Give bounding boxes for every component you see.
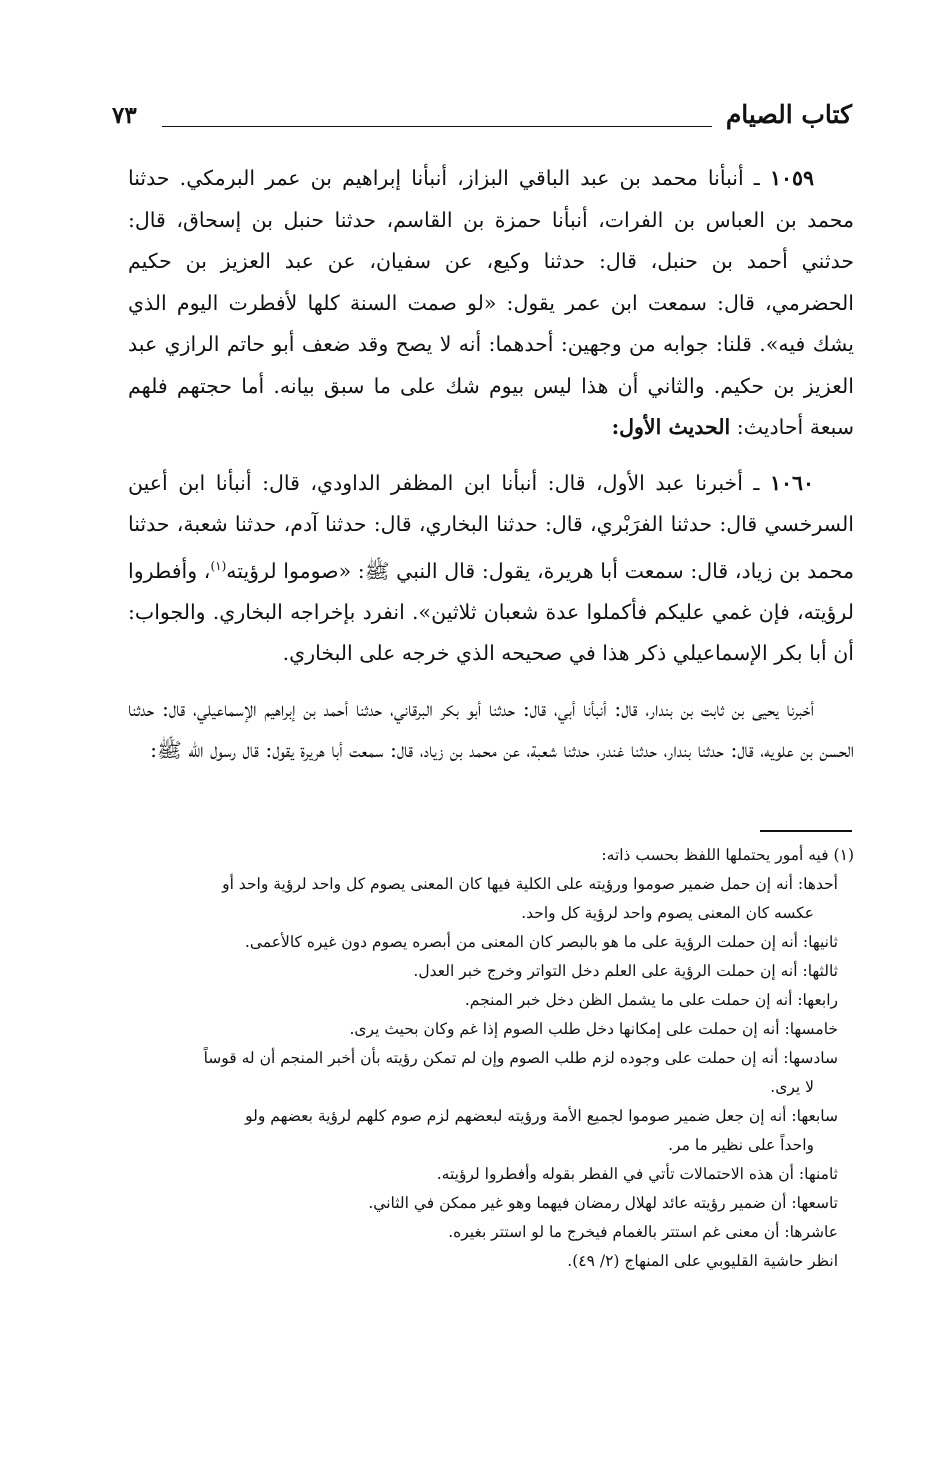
footnote-item-label: رابعها:: [797, 991, 838, 1009]
footnote-item-text: أنه إن حملت على ما يشمل الظن دخل خبر المنجم.: [464, 991, 793, 1009]
page-header: [112, 100, 852, 140]
footnote-item-text: أنه إن حملت الرؤية على ما هو بالبصر كان المعنى من أبصره يصوم دون غيره كالأعمى.: [244, 933, 798, 951]
hadith-number: ١٠٥٩: [769, 166, 814, 190]
footnote-item: [128, 872, 854, 897]
footnote-item-label: سادسها:: [783, 1049, 838, 1067]
footnote-intro: (١) فيه أمور يحتملها اللفظ بحسب ذاته:: [601, 846, 854, 864]
footnote-item-label: خامسها:: [784, 1020, 838, 1038]
footnote-item-continuation: واحداً على نظير ما مر.: [668, 1136, 814, 1154]
header-rule: [162, 126, 712, 127]
footnote-item-text: أنه إن حمل ضمير صوموا ورؤيته على الكلية فيها كان المعنى يصوم كل واحد لرؤية واحد أو: [222, 875, 793, 893]
hadith-1060: [128, 463, 854, 675]
footnote-item-label: تاسعها:: [791, 1194, 838, 1212]
footnote-item-label: ثالثها:: [802, 962, 838, 980]
footnotes: [128, 843, 854, 1278]
hadith-text: ـ أخبرنا عبد الأول، قال: أنبأنا ابن المظفر الداودي، قال: أنبأنا ابن أعين السرخسي قال: حدثنا الفرَبْري، قال: حدثنا البخاري، قال: حدثنا آدم، حدثنا شعبة، حدثنا محمد بن زياد، قال: سمعت أبا هريرة، يقول: قال النبي ﷺ: «صوموا لرؤيته: [128, 470, 854, 583]
footnote-item: [128, 1162, 854, 1187]
chapter-title: كتاب الصيام: [725, 100, 852, 129]
footnote-item-text: أنه إن جعل ضمير صوموا لجميع الأمة ورؤيته لبعضهم لزم صوم كلهم لرؤية بعضهم ولو: [245, 1107, 787, 1125]
footnote-item-label: ثامنها:: [798, 1165, 838, 1183]
section-heading: الحديث الأول:: [611, 415, 731, 439]
footnote-item: [128, 988, 854, 1013]
footnote-item-text: أنه إن حملت الرؤية على العلم دخل التواتر وخرج خبر العدل.: [413, 962, 798, 980]
footnote-item-text: أن هذه الاحتمالات تأتي في الفطر بقوله وأفطروا لرؤيته.: [436, 1165, 794, 1183]
footnote-item-text: أن ضمير رؤيته عائد لهلال رمضان فيهما وهو غير ممكن في الثاني.: [368, 1194, 787, 1212]
footnote-item: [128, 930, 854, 955]
footnote-item: [128, 959, 854, 984]
footnote-item-continuation: عكسه كان المعنى يصوم واحد لرؤية كل واحد.: [521, 904, 814, 922]
footnote-item-continuation: لا يرى.: [770, 1078, 814, 1096]
footnote-item-label: أحدها:: [797, 875, 838, 893]
footnote-source: انظر حاشية القليوبي على المنهاج (٢/ ٤٩).: [567, 1252, 838, 1270]
page-number: ٧٣: [112, 102, 137, 129]
footnote-item: [128, 1017, 854, 1042]
footnote-reference[interactable]: (١): [210, 558, 227, 573]
footnote-item-text: أنه إن حملت على إمكانها دخل طلب الصوم إذا غم وكان بحيث يرى.: [349, 1020, 780, 1038]
main-text: [128, 158, 854, 772]
paragraph-text: أخبرنا يحيى بن ثابت بن بندار، قال: أنبأنا أبي، قال: حدثنا أبو بكر البرقاني، حدثنا أحمد بن إبراهيم الإسماعيلي، قال: حدثنا الحسن بن علويه، قال: حدثنا بندار، حدثنا غندر، حدثنا شعبة، عن محمد بن زياد، قال: سمعت أبا هريرة يقول: قال رسول الله ﷺ:: [128, 696, 854, 763]
hadith-number: ١٠٦٠: [769, 470, 814, 495]
footnote-item-text: أن معنى غم استتر بالغمام فيخرج ما لو استتر بغيره.: [448, 1223, 780, 1241]
footnote-item-label: ثانيها:: [802, 933, 838, 951]
hadith-1059: [128, 158, 854, 449]
hadith-text-continued: ، وأفطروا لرؤيته، فإن غمي عليكم فأكملوا عدة شعبان ثلاثين». انفرد بإخراجه البخاري. والجواب: أن أبا بكر الإسماعيلي ذكر هذا في صحيحه الذي خرجه على البخاري.: [128, 558, 854, 666]
footnote-item-label: سابعها:: [791, 1107, 838, 1125]
footnote-item-text: أنه إن حملت على وجوده لزم طلب الصوم وإن لم تمكن رؤيته بأن أخبر المنجم أن له قوساً: [203, 1049, 779, 1067]
footnote-item: [128, 1191, 854, 1216]
footnote-item: [128, 1046, 854, 1071]
footnote-item: [128, 1104, 854, 1129]
isnad-paragraph: [128, 689, 854, 772]
footnote-separator: [760, 830, 852, 832]
footnote-item-label: عاشرها:: [784, 1223, 838, 1241]
footnote-item: [128, 1220, 854, 1245]
hadith-text: ـ أنبأنا محمد بن عبد الباقي البزاز، أنبأنا إبراهيم بن عمر البرمكي. حدثنا محمد بن العباس بن الفرات، أنبأنا حمزة بن القاسم، حدثنا حنبل بن إسحاق، قال: حدثني أحمد بن حنبل، قال: حدثنا وكيع، عن سفيان، عن عبد العزيز بن حكيم الحضرمي، قال: سمعت ابن عمر يقول: «لو صمت السنة كلها لأفطرت اليوم الذي يشك فيه». قلنا: جوابه من وجهين: أحدهما: أنه لا يصح وقد ضعف أبو حاتم الرازي عبد العزيز بن حكيم. والثاني أن هذا ليس بيوم شك على ما سبق بيانه. أما حجتهم فلهم سبعة أحاديث:: [128, 166, 854, 439]
